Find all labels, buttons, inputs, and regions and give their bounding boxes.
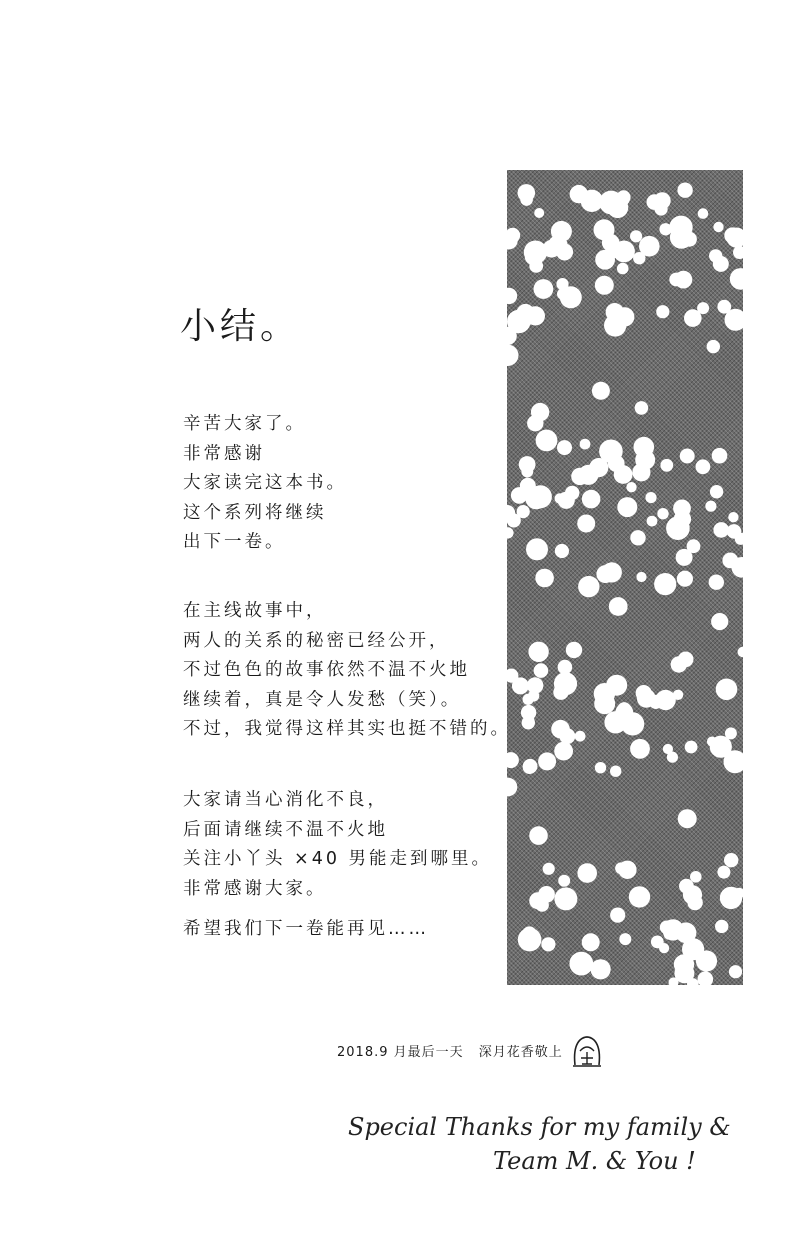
bokeh-dot (616, 703, 634, 721)
bokeh-dot (577, 515, 595, 533)
bokeh-dot (728, 512, 738, 522)
bokeh-dot (606, 675, 627, 696)
bokeh-dot (655, 690, 675, 710)
bokeh-dot (608, 455, 625, 472)
bokeh-dot (680, 449, 695, 464)
bokeh-dot (602, 234, 620, 252)
bokeh-dot (711, 613, 728, 630)
bokeh-dot (629, 886, 650, 907)
screentone-bokeh-panel (507, 170, 743, 985)
bokeh-dot (591, 959, 611, 979)
bokeh-dot (526, 306, 545, 325)
bokeh-dot (569, 952, 593, 976)
bokeh-dot (712, 448, 728, 464)
bokeh-dot (660, 921, 674, 935)
bokeh-dot (566, 642, 582, 658)
bokeh-dot (529, 259, 543, 273)
bokeh-dot (538, 886, 555, 903)
bokeh-dot (673, 690, 683, 700)
bokeh-dot (565, 486, 579, 500)
bokeh-dot (630, 230, 642, 242)
paragraph-3 (183, 786, 492, 904)
bokeh-dot (630, 530, 645, 545)
bokeh-dot (698, 971, 714, 985)
bokeh-dot (715, 920, 728, 933)
bokeh-dot (536, 430, 558, 452)
bokeh-dot (554, 672, 577, 695)
bokeh-dot (610, 908, 625, 923)
bokeh-dot (630, 739, 650, 759)
bokeh-dot (660, 459, 673, 472)
bokeh-dot (507, 527, 514, 538)
bokeh-dot (554, 887, 577, 910)
bokeh-dot (710, 485, 723, 498)
bokeh-dot (518, 928, 542, 952)
bokeh-dot (636, 685, 652, 701)
bokeh-dot (595, 762, 606, 773)
bokeh-dot (717, 300, 731, 314)
bokeh-dot (571, 468, 588, 485)
bokeh-dot (617, 497, 637, 517)
paragraph-2 (183, 597, 511, 745)
bokeh-dot (713, 256, 729, 272)
text-line: 希望我们下一卷能再见…… (183, 919, 429, 939)
bokeh-dot (543, 863, 555, 875)
bokeh-dot (520, 478, 536, 494)
bokeh-dot (667, 752, 678, 763)
bokeh-dot (647, 194, 663, 210)
bokeh-dot (678, 809, 697, 828)
bokeh-dot (538, 752, 556, 770)
bokeh-dot (520, 193, 533, 206)
bokeh-dot (577, 863, 597, 883)
author-seal-icon (570, 1033, 604, 1069)
text-line: 关注小丫头 ×40 男能走到哪里。 (183, 849, 493, 869)
bokeh-dot (645, 492, 656, 503)
bokeh-dot (727, 524, 742, 539)
text-line: 辛苦大家了。 (183, 414, 306, 434)
text-line: 不过色色的故事依然不温不火地 (183, 660, 470, 680)
bokeh-dot (507, 345, 519, 366)
signature-author: 深月花香敬上 (478, 1045, 563, 1060)
bokeh-dot (551, 221, 572, 242)
bokeh-dot (738, 647, 744, 657)
bokeh-dot (632, 463, 650, 481)
bokeh-dot (696, 459, 711, 474)
bokeh-dot (729, 965, 742, 978)
bokeh-dot (534, 279, 554, 299)
bokeh-dot (554, 742, 573, 761)
bokeh-dot (521, 466, 533, 478)
bokeh-dot (524, 714, 534, 724)
bokeh-dot (683, 885, 702, 904)
bokeh-dot (604, 314, 626, 336)
bokeh-dot (705, 501, 716, 512)
bokeh-dot (557, 440, 572, 455)
bokeh-dot (698, 208, 709, 219)
bokeh-dot (575, 731, 586, 742)
text-line: 两人的关系的秘密已经公开， (183, 630, 450, 651)
bokeh-dot (647, 516, 658, 527)
bokeh-dot (674, 510, 691, 527)
bokeh-dot (669, 273, 683, 287)
bokeh-dot (733, 246, 743, 259)
bokeh-dot (596, 565, 614, 583)
bokeh-dot (507, 778, 517, 797)
bokeh-dot (657, 508, 668, 519)
bokeh-dot (560, 286, 582, 308)
text-line: 非常感谢大家。 (183, 878, 327, 899)
bokeh-dot (595, 276, 614, 295)
bokeh-dot (609, 597, 628, 616)
bokeh-dot (578, 576, 599, 597)
bokeh-dot (684, 309, 702, 327)
bokeh-dot (687, 539, 701, 553)
bokeh-dot (534, 663, 549, 678)
bokeh-dot (626, 482, 636, 492)
bokeh-dot (523, 759, 538, 774)
bokeh-dot (535, 569, 554, 588)
bokeh-dot (713, 522, 729, 538)
bokeh-dot (707, 340, 720, 353)
bokeh-dot (507, 752, 519, 768)
bokeh-dot (639, 236, 660, 257)
thanks-line-2: Team M. & You ! (493, 1147, 696, 1175)
bokeh-dot (635, 401, 649, 415)
bokeh-dot (592, 382, 610, 400)
bokeh-dot (690, 871, 702, 883)
text-line: 出下一卷。 (183, 532, 286, 552)
bokeh-dot (594, 693, 615, 714)
bokeh-dot (526, 538, 548, 560)
bokeh-dot (685, 741, 698, 754)
bokeh-dot (580, 439, 591, 450)
bokeh-dots (507, 170, 743, 985)
text-line: 不过，我觉得这样其实也挺不错的。 (183, 719, 511, 739)
text-line: 在主线故事中， (183, 601, 327, 621)
bokeh-dot (528, 642, 548, 662)
bokeh-dot (617, 263, 629, 275)
bokeh-dot (529, 826, 548, 845)
bokeh-dot (713, 222, 723, 232)
bokeh-dot (610, 766, 621, 777)
bokeh-dot (507, 288, 517, 304)
text-line: 后面请继续不温不火地 (183, 819, 388, 840)
bokeh-dot (570, 185, 588, 203)
signature-date: 2018.9 月最后一天 (337, 1045, 464, 1060)
bokeh-dot (677, 183, 692, 198)
text-line: 大家读完这本书。 (183, 473, 347, 493)
bokeh-dot (551, 720, 570, 739)
bokeh-dot (707, 737, 717, 747)
paragraph-1 (183, 410, 347, 558)
text-line: 非常感谢 (183, 443, 265, 464)
bokeh-dot (709, 575, 724, 590)
bokeh-dot (619, 933, 631, 945)
bokeh-dot (716, 679, 738, 701)
page-title: 小结。 (180, 306, 301, 347)
bokeh-dot (636, 572, 646, 582)
bokeh-dot (582, 933, 600, 951)
bokeh-dot (696, 950, 717, 971)
bokeh-dot (595, 250, 615, 270)
bokeh-dot (670, 226, 693, 249)
bokeh-dot (615, 862, 627, 874)
bokeh-dot (541, 937, 555, 951)
bokeh-dot (651, 936, 664, 949)
thanks-line-1: Special Thanks for my family & (348, 1113, 731, 1141)
bokeh-dot (582, 490, 601, 509)
bokeh-dot (517, 505, 530, 518)
bokeh-dot (654, 573, 676, 595)
bokeh-dot (531, 403, 549, 421)
bokeh-dot (555, 544, 569, 558)
handwritten-thanks (348, 1110, 731, 1178)
bokeh-dot (730, 268, 743, 290)
text-line: 继续着，真是令人发愁（笑）。 (183, 689, 462, 710)
bokeh-dot (527, 677, 544, 694)
bokeh-dot (677, 571, 693, 587)
bokeh-dot (717, 866, 730, 879)
bokeh-dot (555, 493, 565, 503)
bokeh-dot (656, 305, 669, 318)
bokeh-dot (724, 853, 738, 867)
bokeh-dot (534, 208, 544, 218)
text-line: 这个系列将继续 (183, 502, 327, 523)
signature-line (337, 1041, 573, 1060)
bokeh-dot (634, 437, 655, 458)
bokeh-dot (558, 875, 570, 887)
bokeh-dot (678, 652, 694, 668)
paragraph-4 (183, 915, 429, 945)
bokeh-dot (615, 192, 630, 207)
text-line: 大家请当心消化不良， (183, 790, 388, 810)
